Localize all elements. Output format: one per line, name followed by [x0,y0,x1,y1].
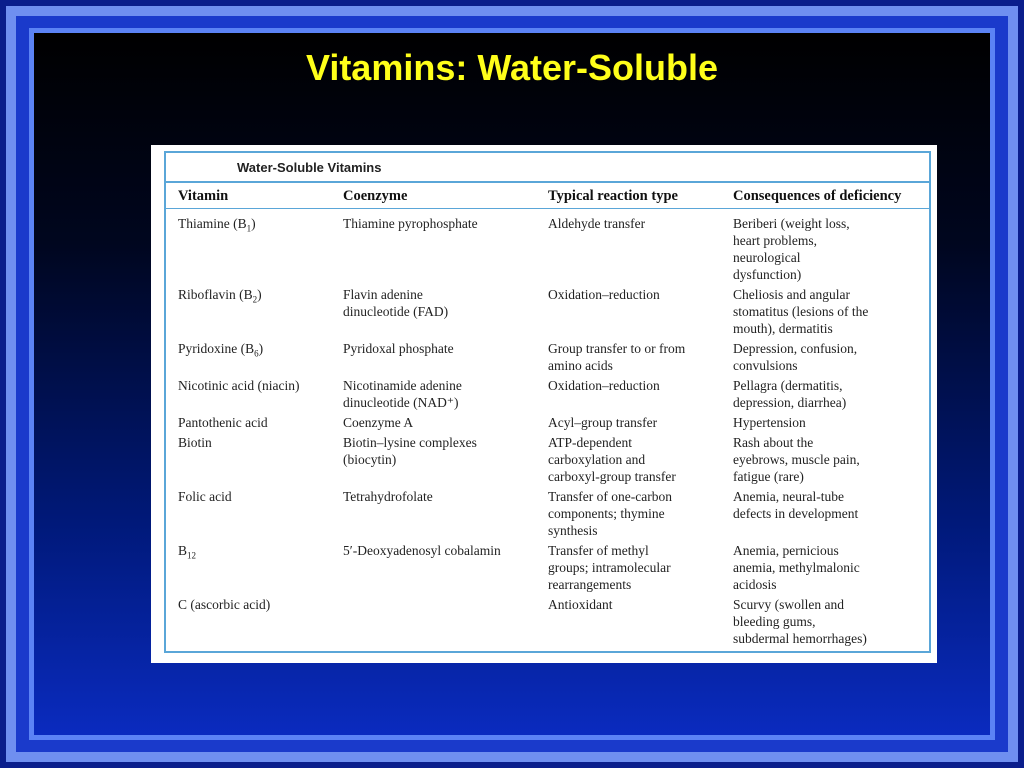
vitamin-name-tail: ) [258,341,264,356]
cell-coenzyme [343,340,454,357]
vitamin-subscript: 6 [254,348,259,359]
cell-line: Antioxidant [548,597,613,612]
header-bottom-rule [166,208,929,209]
cell-reaction-type [548,434,676,485]
header-reaction-type: Typical reaction type [548,188,678,204]
cell-reaction-type [548,542,671,593]
cell-vitamin [178,434,212,451]
cell-line: Biotin–lysine complexes [343,435,477,450]
cell-vitamin [178,340,263,357]
vitamin-name: Folic acid [178,489,232,504]
cell-deficiency [733,286,868,337]
cell-line: Flavin adenine [343,287,423,302]
cell-coenzyme [343,377,462,411]
table-caption: Water-Soluble Vitamins [237,160,382,175]
cell-line: defects in development [733,506,859,521]
cell-line: dinucleotide (FAD) [343,304,449,319]
vitamin-name-tail: ) [257,287,262,302]
table-top-rule [166,151,929,153]
cell-vitamin [178,596,270,613]
cell-line: mouth), dermatitis [733,321,833,336]
cell-line: Depression, confusion, [733,341,858,356]
cell-vitamin [178,488,232,505]
cell-vitamin [178,215,256,232]
vitamin-name: C (ascorbic acid) [178,597,271,612]
cell-line: acidosis [733,577,777,592]
cell-coenzyme [343,488,433,505]
cell-line: convulsions [733,358,798,373]
cell-vitamin [178,377,299,394]
cell-reaction-type [548,414,657,431]
cell-line: 5′-Deoxyadenosyl cobalamin [343,543,501,558]
cell-coenzyme [343,542,501,559]
cell-line: Coenzyme A [343,415,414,430]
cell-line: Beriberi (weight loss, [733,216,850,231]
cell-line: Oxidation–reduction [548,378,660,393]
cell-coenzyme [343,286,448,320]
cell-line: Group transfer to or from [548,341,686,356]
cell-line: Transfer of methyl [548,543,649,558]
cell-line: anemia, methylmalonic [733,560,860,575]
cell-deficiency [733,215,850,283]
cell-deficiency [733,488,858,522]
header-vitamin: Vitamin [178,188,229,204]
cell-line: Oxidation–reduction [548,287,660,302]
cell-line: Rash about the [733,435,814,450]
vitamin-name: Biotin [178,435,212,450]
cell-line: Thiamine pyrophosphate [343,216,478,231]
cell-line: carboxyl-group transfer [548,469,676,484]
slide [34,33,990,735]
vitamin-name: Pantothenic acid [178,415,268,430]
vitamin-table [164,151,931,653]
vitamin-name-tail: ) [251,216,256,231]
header-deficiency: Consequences of deficiency [733,188,902,204]
cell-vitamin [178,542,196,559]
cell-reaction-type [548,340,685,374]
cell-line: Hypertension [733,415,806,430]
middle-frame [16,16,1008,752]
outer-frame [6,6,1018,762]
cell-line: groups; intramolecular [548,560,671,575]
cell-line: ATP-dependent [548,435,632,450]
cell-line: amino acids [548,358,613,373]
cell-vitamin [178,286,262,303]
cell-line: Nicotinamide adenine [343,378,462,393]
cell-line: dinucleotide (NAD⁺) [343,395,459,410]
cell-deficiency [733,434,860,485]
cell-line: components; thymine [548,506,665,521]
cell-line: depression, diarrhea) [733,395,847,410]
vitamin-name: Thiamine (B [178,216,247,231]
cell-coenzyme [343,215,478,232]
cell-vitamin [178,414,268,431]
cell-reaction-type [548,286,660,303]
cell-line: bleeding gums, [733,614,816,629]
cell-line: Aldehyde transfer [548,216,646,231]
cell-line: Pellagra (dermatitis, [733,378,843,393]
cell-line: neurological [733,250,801,265]
cell-line: Transfer of one-carbon [548,489,672,504]
cell-coenzyme [343,414,413,431]
cell-line: carboxylation and [548,452,646,467]
cell-line: Anemia, pernicious [733,543,839,558]
cell-reaction-type [548,215,645,232]
cell-deficiency [733,542,860,593]
vitamin-subscript: 12 [187,550,197,561]
cell-line: Pyridoxal phosphate [343,341,454,356]
vitamin-name: Riboflavin (B [178,287,253,302]
vitamin-name: B [178,543,188,558]
cell-line: rearrangements [548,577,632,592]
slide-title: Vitamins: Water-Soluble [305,47,719,88]
cell-line: synthesis [548,523,598,538]
cell-coenzyme [343,434,477,468]
cell-deficiency [733,596,867,647]
cell-deficiency [733,377,846,411]
cell-line: Cheliosis and angular [733,287,850,302]
cell-line: heart problems, [733,233,817,248]
cell-line: eyebrows, muscle pain, [733,452,860,467]
table-image [151,145,937,663]
vitamin-name: Nicotinic acid (niacin) [178,378,300,393]
cell-line: stomatitus (lesions of the [733,304,869,319]
cell-reaction-type [548,596,613,613]
cell-line: Anemia, neural-tube [733,489,844,504]
cell-line: dysfunction) [733,267,802,282]
cell-line: Acyl–group transfer [548,415,658,430]
cell-line: Tetrahydrofolate [343,489,433,504]
vitamin-name: Pyridoxine (B [178,341,255,356]
header-coenzyme: Coenzyme [343,188,408,204]
header-top-rule [166,181,929,183]
cell-line: Scurvy (swollen and [733,597,844,612]
vitamin-subscript: 2 [252,294,258,305]
cell-deficiency [733,414,806,431]
cell-reaction-type [548,377,660,394]
cell-line: fatigue (rare) [733,469,804,484]
cell-reaction-type [548,488,672,539]
inner-frame [29,28,995,740]
vitamin-subscript: 1 [246,223,252,234]
cell-deficiency [733,340,857,374]
cell-line: (biocytin) [343,452,397,467]
cell-line: subdermal hemorrhages) [733,631,867,646]
